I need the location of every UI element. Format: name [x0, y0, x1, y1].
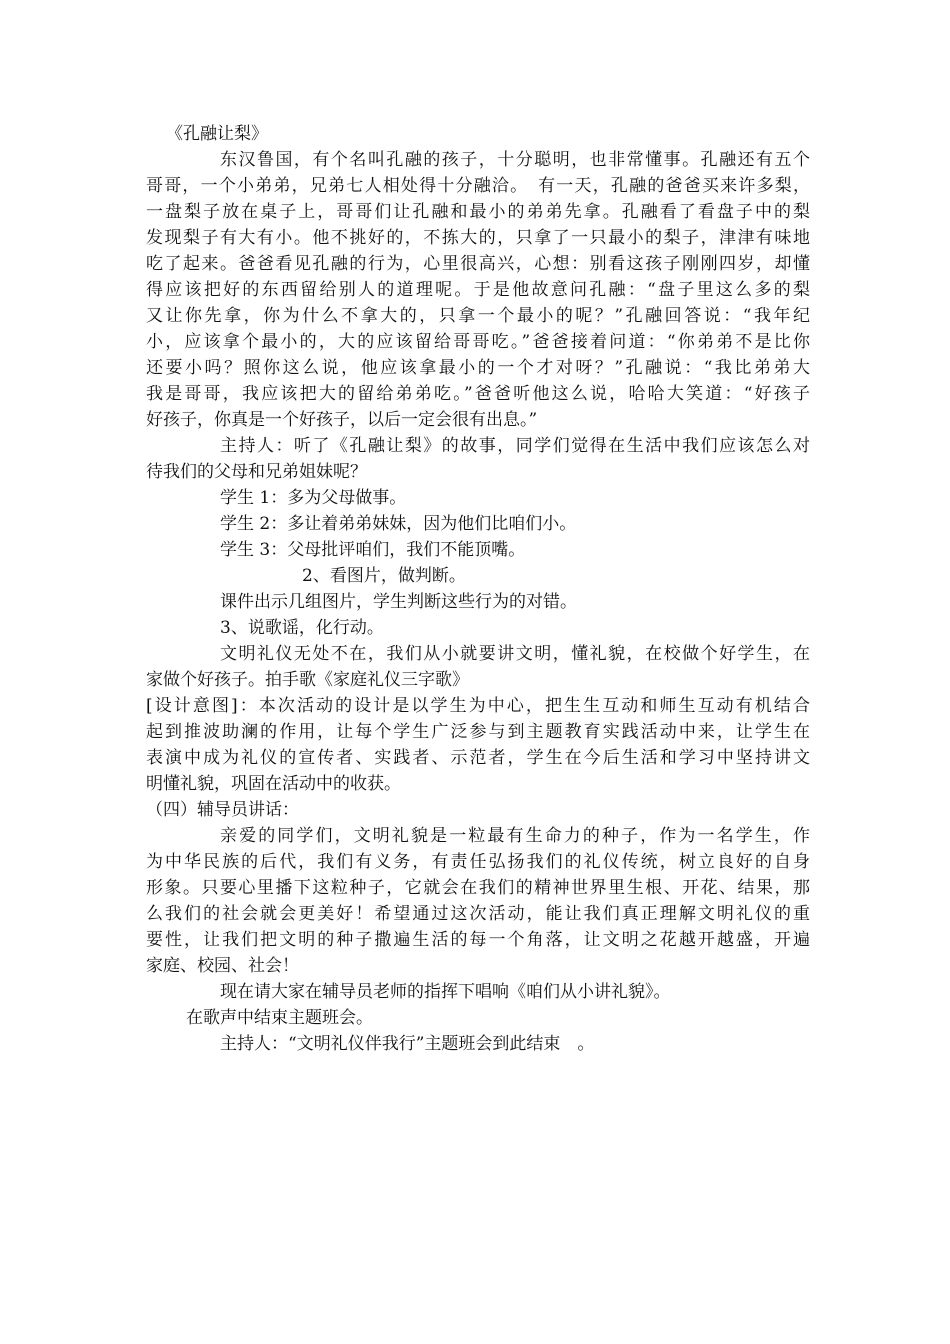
story-line: 吃了起来。爸爸看见孔融的行为，心里很高兴，心想：别看这孩子刚刚四岁，却懂 [146, 254, 810, 274]
story-line: 小，应该拿个最小的，大的应该留给哥哥吃。”爸爸接着问道：“你弟弟不是比你 [146, 332, 810, 352]
story-line: 得应该把好的东西留给别人的道理呢。于是他故意问孔融：“盘子里这么多的梨 [146, 280, 810, 300]
student-answer: 学生 2：多让着弟弟妹妹，因为他们比咱们小。 [220, 514, 577, 534]
section-heading: 2、看图片，做判断。 [302, 566, 466, 586]
speech-line: 要性，让我们把文明的种子撒遍生活的每一个角落，让文明之花越开越盛，开遍 [146, 930, 810, 950]
story-line: 我是哥哥，我应该把大的留给弟弟吃。”爸爸听他这么说，哈哈大笑道：“好孩子 [146, 384, 810, 404]
speech-line: 亲爱的同学们，文明礼貌是一粒最有生命力的种子，作为一名学生，作 [220, 826, 810, 846]
paragraph-line: 现在请大家在辅导员老师的指挥下唱响《咱们从小讲礼貌》。 [220, 982, 671, 1002]
story-line: 还要小吗？照你这么说，他应该拿最小的一个才对呀？”孔融说：“我比弟弟大 [146, 358, 810, 378]
section-heading: （四）辅导员讲话： [146, 800, 299, 820]
design-intent-line: 起到推波助澜的作用，让每个学生广泛参与到主题教育实践活动中来，让学生在 [146, 722, 810, 742]
speech-line: 么我们的社会就会更美好！希望通过这次活动，能让我们真正理解文明礼仪的重 [146, 904, 810, 924]
paragraph-line: 家做个好孩子。拍手歌《家庭礼仪三字歌》 [146, 670, 469, 690]
story-line: 一盘梨子放在桌子上，哥哥们让孔融和最小的弟弟先拿。孔融看了看盘子中的梨 [146, 202, 810, 222]
story-line: 又让你先拿，你为什么不拿大的，只拿一个最小的呢？”孔融回答说：“我年纪 [146, 306, 810, 326]
story-line: 东汉鲁国，有个名叫孔融的孩子，十分聪明，也非常懂事。孔融还有五个 [220, 150, 810, 170]
speech-line: 为中华民族的后代，我们有义务，有责任弘扬我们的礼仪传统，树立良好的自身 [146, 852, 810, 872]
speech-line: 形象。只要心里播下这粒种子，它就会在我们的精神世界里生根、开花、结果，那 [146, 878, 810, 898]
design-intent-line: [设计意图]：本次活动的设计是以学生为中心，把生生互动和师生互动有机结合 [146, 696, 810, 716]
student-answer: 学生 1：多为父母做事。 [220, 488, 407, 508]
paragraph-line: 在歌声中结束主题班会。 [186, 1008, 373, 1028]
design-intent-line: 明懂礼貌，巩固在活动中的收获。 [146, 774, 401, 794]
design-intent-line: 表演中成为礼仪的宣传者、实践者、示范者，学生在今后生活和学习中坚持讲文 [146, 748, 810, 768]
story-line: 发现梨子有大有小。他不挑好的，不拣大的，只拿了一只最小的梨子，津津有味地 [146, 228, 810, 248]
story-title: 《孔融让梨》 [166, 124, 268, 144]
section-heading: 3、说歌谣，化行动。 [220, 618, 384, 638]
paragraph-line: 课件出示几组图片，学生判断这些行为的对错。 [220, 592, 577, 612]
host-question: 待我们的父母和兄弟姐妹呢？ [146, 462, 367, 482]
paragraph-line: 文明礼仪无处不在，我们从小就要讲文明，懂礼貌，在校做个好学生，在 [220, 644, 810, 664]
closing-line: 主持人：“文明礼仪伴我行”主题班会到此结束 。 [220, 1034, 595, 1054]
speech-line: 家庭、校园、社会！ [146, 956, 299, 976]
student-answer: 学生 3：父母批评咱们，我们不能顶嘴。 [220, 540, 526, 560]
story-line: 哥哥，一个小弟弟，兄弟七人相处得十分融洽。 有一天，孔融的爸爸买来许多梨， [146, 176, 810, 196]
host-question: 主持人：听了《孔融让梨》的故事，同学们觉得在生活中我们应该怎么对 [220, 436, 810, 456]
story-line: 好孩子，你真是一个好孩子，以后一定会很有出息。” [146, 410, 538, 430]
